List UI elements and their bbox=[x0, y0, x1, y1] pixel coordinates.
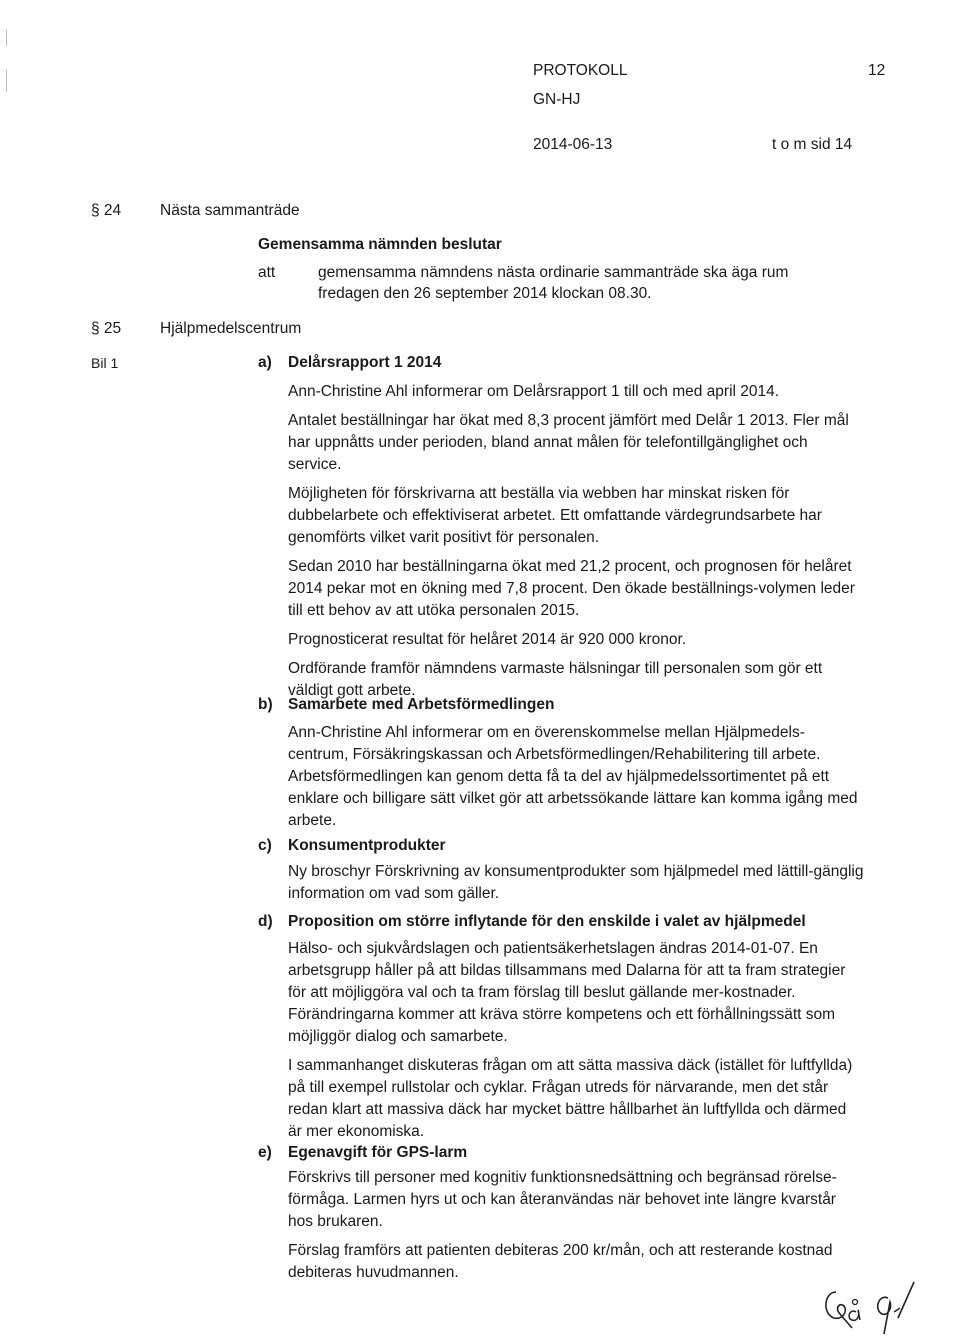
item-e-title: Egenavgift för GPS-larm bbox=[288, 1144, 468, 1161]
page-range: t o m sid 14 bbox=[772, 136, 853, 153]
section-25-number: § 25 bbox=[91, 320, 122, 337]
item-c-title: Konsumentprodukter bbox=[288, 837, 446, 854]
item-b-label: b) bbox=[258, 696, 273, 713]
item-d-paragraph: Hälso- och sjukvårdslagen och patientsäkerhetslagen ändras 2014-01-07. En arbetsgrupp håller på att bildas tillsammans med Dalarna för att ta fram strategier för att möjliggöra val och ta fram förslag till beslut gällande mer-kostnader. Förändringarna kommer att kräva större kompetens och ett förhållningssätt som möjliggör dialog och samarbete. bbox=[288, 940, 846, 1045]
document-title: PROTOKOLL bbox=[533, 62, 628, 79]
item-a-paragraph: Ann-Christine Ahl informerar om Delårsrapport 1 till och med april 2014. bbox=[288, 383, 780, 400]
item-d-title: Proposition om större inflytande för den enskilde i valet av hjälpmedel bbox=[288, 913, 806, 930]
item-c-label: c) bbox=[258, 837, 272, 854]
item-d-paragraph: I sammanhanget diskuteras frågan om att sätta massiva däck (istället för luftfyllda) på till exempel rullstolar och cyklar. Frågan utreds för närvarande, men det står redan klart att massiva däck har mycket bättre hållbarhet än luftfyllda och därmed är mer ekonomiska. bbox=[288, 1057, 853, 1140]
item-e-label: e) bbox=[258, 1144, 272, 1161]
scan-mark bbox=[6, 30, 7, 46]
item-a-paragraph: Prognosticerat resultat för helåret 2014 är 920 000 kronor. bbox=[288, 631, 687, 648]
att-label: att bbox=[258, 264, 276, 281]
item-a-paragraph: Antalet beställningar har ökat med 8,3 procent jämfört med Delår 1 2013. Fler mål har uppnåtts under perioden, bland annat målen för telefontillgänglighet och service. bbox=[288, 412, 849, 473]
item-b-paragraph: Ann-Christine Ahl informerar om en överenskommelse mellan Hjälpmedels-centrum, Försäkringskassan och Arbetsförmedlingen/Rehabilitering till arbete. Arbetsförmedlingen kan genom detta få ta del av hjälpmedelssortimentet på ett enklare och billigare sätt vilket gör att arbetssökande lättare kan komma igång med arbete. bbox=[288, 724, 858, 829]
section-24-title: Nästa sammanträde bbox=[160, 202, 300, 219]
attachment-label: Bil 1 bbox=[91, 355, 119, 371]
item-b-body bbox=[288, 722, 864, 839]
committee-code: GN-HJ bbox=[533, 91, 581, 108]
scan-mark bbox=[6, 70, 7, 92]
item-a-paragraph: Möjligheten för förskrivarna att beställa via webben har minskat risken för dubbelarbete och effektiviserat arbetet. Ett omfattande värdegrundsarbete har genomförts vilket varit positivt för personalen. bbox=[288, 485, 822, 546]
meeting-date: 2014-06-13 bbox=[533, 136, 613, 153]
item-a-label: a) bbox=[258, 354, 272, 371]
section-24-number: § 24 bbox=[91, 202, 122, 219]
att-text-line-1: gemensamma nämndens nästa ordinarie sammanträde ska äga rum bbox=[318, 264, 789, 281]
page-number: 12 bbox=[868, 62, 886, 79]
handwritten-signature bbox=[818, 1278, 938, 1336]
item-c-paragraph: Ny broschyr Förskrivning av konsumentprodukter som hjälpmedel med lättill-gänglig information om vad som gäller. bbox=[288, 863, 864, 902]
item-e-body bbox=[288, 1167, 864, 1291]
item-d-body bbox=[288, 938, 864, 1150]
item-e-paragraph: Förskrivs till personer med kognitiv funktionsnedsättning och begränsad rörelse-förmåga. Larmen hyrs ut och kan återanvändas när behovet inte längre kvarstår hos brukaren. bbox=[288, 1169, 837, 1230]
item-d-label: d) bbox=[258, 913, 273, 930]
item-e-paragraph: Förslag framförs att patienten debiteras 200 kr/mån, och att resterande kostnad debiteras huvudmannen. bbox=[288, 1242, 833, 1281]
item-a-title: Delårsrapport 1 2014 bbox=[288, 354, 442, 371]
item-a-paragraph: Sedan 2010 har beställningarna ökat med 21,2 procent, och prognosen för helåret 2014 pekar mot en ökning med 7,8 procent. Den ökade beställnings-volymen leder till ett behov av att utöka personalen 2015. bbox=[288, 558, 855, 619]
att-text-line-2: fredagen den 26 september 2014 klockan 08.30. bbox=[318, 285, 652, 302]
item-b-title: Samarbete med Arbetsförmedlingen bbox=[288, 696, 555, 713]
decision-heading: Gemensamma nämnden beslutar bbox=[258, 236, 502, 253]
section-25-title: Hjälpmedelscentrum bbox=[160, 320, 302, 337]
item-c-body bbox=[288, 861, 864, 912]
item-a-paragraph: Ordförande framför nämndens varmaste hälsningar till personalen som gör ett väldigt gott arbete. bbox=[288, 660, 823, 699]
item-a-body bbox=[288, 381, 864, 709]
